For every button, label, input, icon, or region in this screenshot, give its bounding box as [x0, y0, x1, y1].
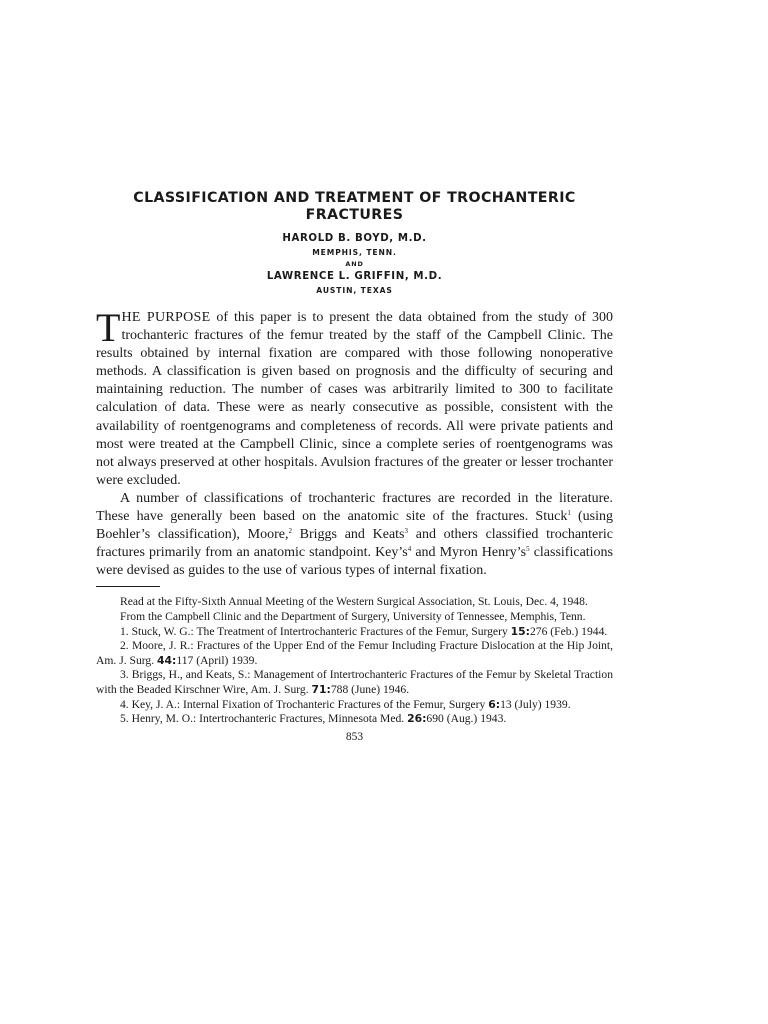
footnote-2-volume: 44: [157, 653, 177, 667]
footnote-3-pages: 788 (June) 1946. [330, 682, 410, 696]
ref-5: 5 [526, 545, 530, 554]
paragraph-2-text-a: A number of classifications of trochanteric fractures are recorded in the literature. These have generally been based on the anatomic site of the fractures. Stuck [96, 490, 613, 525]
author-2: LAWRENCE L. GRIFFIN, M.D. [266, 271, 443, 282]
author-conjunction: AND [345, 260, 364, 268]
ref-2: 2 [288, 527, 292, 536]
footnote-5-text: 5. Henry, M. O.: Intertrochanteric Fractures, Minnesota Med. [120, 712, 408, 726]
paragraph-2-text-b: (using Boehler’s classification), Moore, [96, 509, 614, 543]
footnote-affiliation: From the Campbell Clinic and the Department of Surgery, University of Tennessee, Memphis, Tenn. [120, 610, 586, 623]
footnote-1-pages: 276 (Feb.) 1944. [529, 624, 608, 638]
footnote-2-text: 2. Moore, J. R.: Fractures of the Upper End of the Femur Including Fracture Dislocation at the Hip Joint, Am. J. Surg. [96, 639, 613, 667]
title-line-2: FRACTURES [305, 207, 404, 223]
author-1: HAROLD B. BOYD, M.D. [282, 233, 427, 244]
footnote-meeting: Read at the Fifty-Sixth Annual Meeting of the Western Surgical Association, St. Louis, Dec. 4, 1948. [120, 595, 588, 609]
footnote-5-pages: 690 (Aug.) 1943. [426, 712, 507, 726]
ref-4: 4 [407, 545, 412, 554]
title-line-1: CLASSIFICATION AND TREATMENT OF TROCHANTERIC [133, 190, 576, 206]
footnote-3-text: 3. Briggs, H., and Keats, S.: Management of Intertrochanteric Fractures of the Femur by Skeletal Traction with the Beaded Kirschner Wire, Am. J. Surg. [96, 668, 613, 696]
footnote-5 [96, 712, 613, 727]
author-1-location: MEMPHIS, TENN. [312, 248, 397, 257]
footnote-4-pages: 13 (July) 1939. [500, 697, 571, 711]
footnote-3-volume: 71: [311, 682, 331, 696]
footnote-2-pages: 117 (April) 1939. [176, 653, 258, 667]
ref-1: 1 [567, 509, 571, 518]
footnote-1 [96, 625, 613, 640]
author-2-location: AUSTIN, TEXAS [316, 286, 393, 295]
footnote-4 [96, 698, 613, 713]
paragraph-2-text-f: classifications were devised as guides to the use of various types of internal fixation. [96, 545, 614, 579]
paragraph-2-text-c: Briggs and Keats [291, 527, 405, 543]
drop-cap: T [96, 305, 121, 350]
article-body [96, 305, 614, 580]
article-title [96, 190, 613, 224]
footnote-5-volume: 26: [407, 712, 427, 726]
journal-page [96, 190, 613, 743]
lead-in: HE PURPOSE [121, 310, 211, 325]
footnote-divider [96, 586, 160, 587]
footnote-4-volume: 6: [488, 697, 501, 711]
paragraph-2-text-e: and Myron Henry’s [411, 545, 527, 561]
footnotes [96, 595, 613, 726]
paragraph-2-text-d: and others classified trochanteric fractures primarily from an anatomic standpoint. Key’s [96, 527, 613, 561]
paragraph-1 [96, 305, 613, 490]
page-number: 853 [345, 730, 364, 743]
footnote-2 [96, 639, 613, 668]
footnote-1-volume: 15: [510, 624, 530, 638]
paragraph-1-text: of this paper is to present the data obtained from the study of 300 trochanteric fractures of the femur treated by the staff of the Campbell Clinic. The results obtained by internal fixation are compared with those following nonoperative methods. A classification is given based on prognosis and the difficulty of securing and maintaining reduction. The number of cases was arbitrarily limited to 300 to facilitate calculation of data. These were as nearly consecutive as possible, consistent with the availability of roentgenograms and completeness of records. All were private patients and most were treated at the Campbell Clinic, since a complete series of roentgenograms was not always preserved at other hospitals. Avulsion fractures of the greater or lesser trochanter were excluded. [96, 310, 613, 488]
paragraph-2 [96, 490, 613, 580]
footnote-3 [96, 668, 613, 697]
footnote-4-text: 4. Key, J. A.: Internal Fixation of Trochanteric Fractures of the Femur, Surgery [120, 697, 489, 711]
footnote-1-text: 1. Stuck, W. G.: The Treatment of Intertrochanteric Fractures of the Femur, Surgery [120, 624, 511, 638]
ref-3: 3 [404, 527, 409, 536]
